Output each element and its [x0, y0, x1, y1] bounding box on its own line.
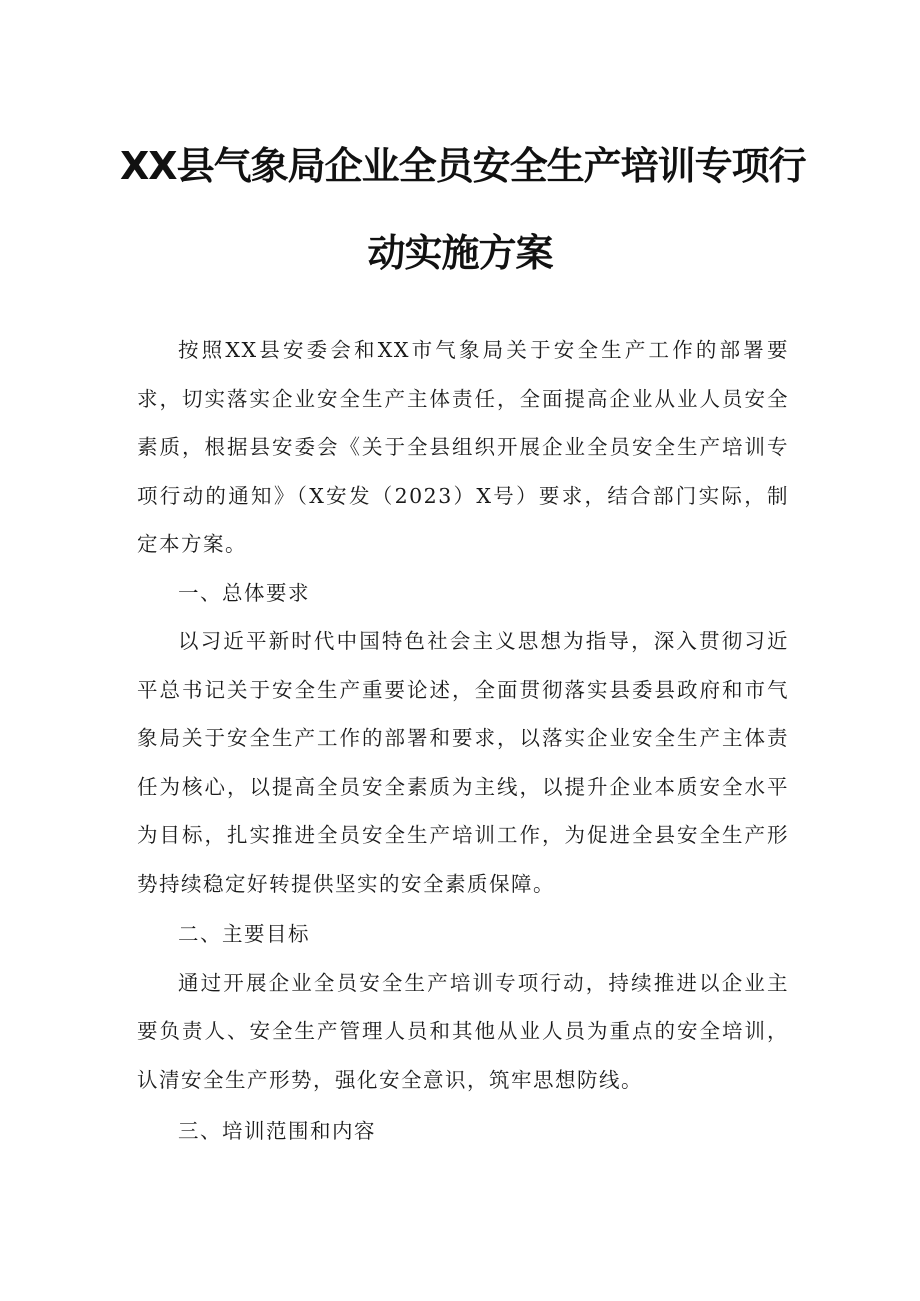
section-2-heading: 二、主要目标 [178, 922, 310, 946]
intro-paragraph: 按照XX县安委会和XX市气象局关于安全生产工作的部署要求，切实落实企业安全生产主体责任，全面提高企业从业人员安全素质，根据县安委会《关于全县组织开展企业全员安全生产培训专项行动的通知》（X安发（2023）X号）要求，结合部门实际，制定本方案。 [137, 338, 789, 556]
document-body-middle [137, 910, 789, 1104]
document-body-lower [137, 1107, 789, 1156]
document-body-upper [137, 326, 789, 908]
section-1-heading: 一、总体要求 [178, 580, 310, 605]
document-title-line-2: 动实施方案 [367, 231, 553, 275]
document-title-line-1: XX县气象局企业全员安全生产培训专项行 [120, 144, 806, 188]
section-1-paragraph: 以习近平新时代中国特色社会主义思想为指导，深入贯彻习近平总书记关于安全生产重要论述，全面贯彻落实县委县政府和市气象局关于安全生产工作的部署和要求，以落实企业安全生产主体责任为核心，以提高全员安全素质为主线，以提升企业本质安全水平为目标，扎实推进全员安全生产培训工作，为促进全县安全生产形势持续稳定好转提供坚实的安全素质保障。 [137, 629, 789, 896]
section-3-heading: 三、培训范围和内容 [178, 1119, 376, 1143]
section-2-paragraph: 通过开展企业全员安全生产培训专项行动，持续推进以企业主要负责人、安全生产管理人员和其他从业人员为重点的安全培训，认清安全生产形势，强化安全意识，筑牢思想防线。 [137, 970, 789, 1092]
